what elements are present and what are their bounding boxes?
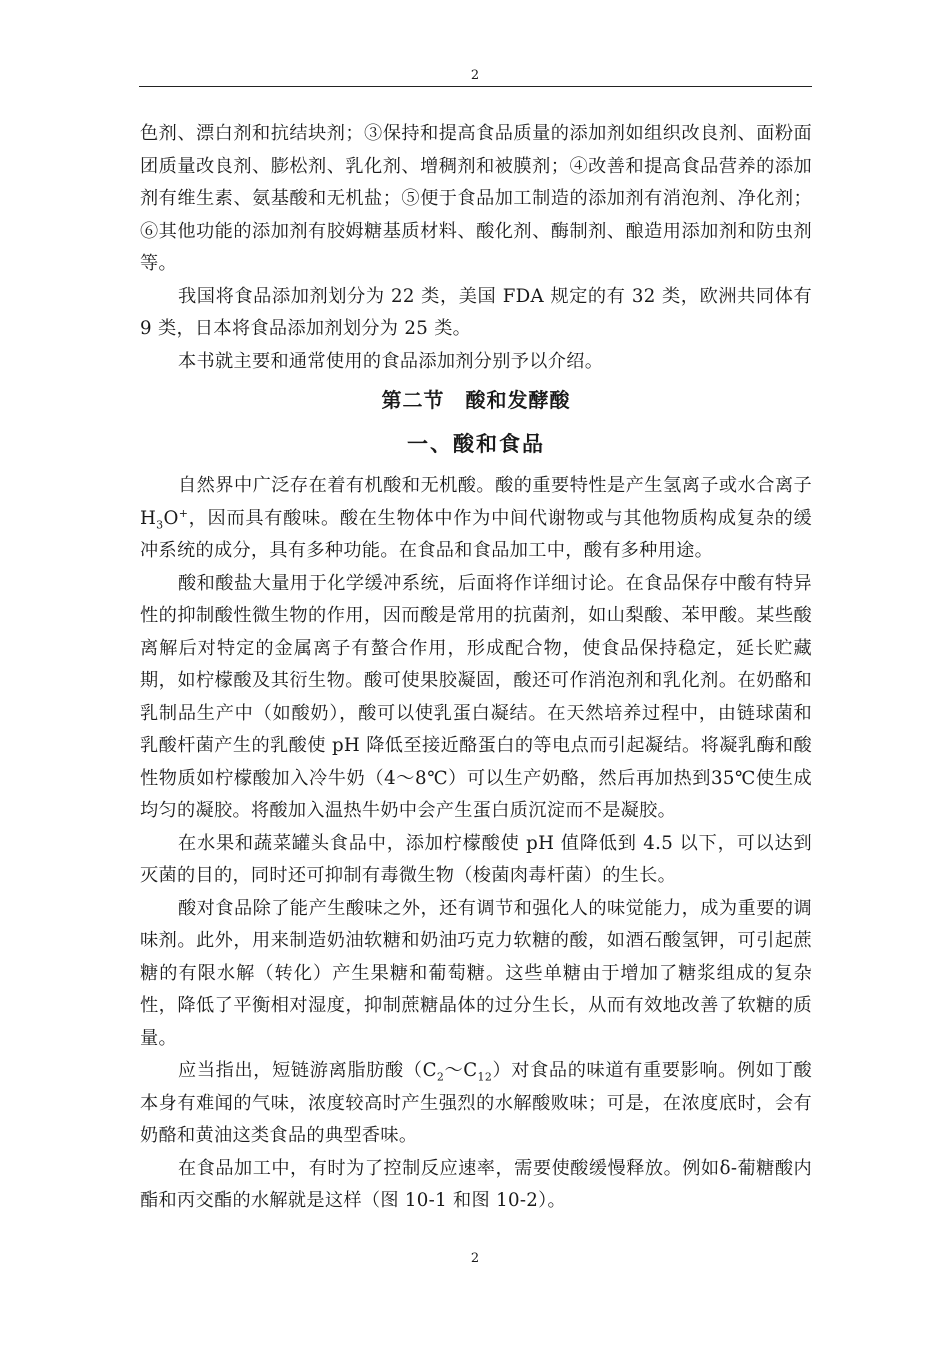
text-run: ～C (444, 1060, 478, 1081)
text-run: 应当指出，短链游离脂肪酸（C (178, 1060, 437, 1081)
text-run: ）对食品的味道有重要影响。例如丁酸本身有难闻的气味，浓度较高时产生强烈的水解酸败味；可是，在浓度底时，会有奶酪和黄油这类食品的典型香味。 (140, 1060, 812, 1146)
paragraph-fatty-acids (140, 1055, 812, 1153)
page-header-number: 2 (470, 68, 480, 83)
header-rule (139, 86, 812, 87)
paragraph-intro-2: 我国将食品添加剂划分为 22 类，美国 FDA 规定的有 32 类，欧洲共同体有 9 类，日本将食品添加剂划分为 25 类。 (140, 285, 812, 339)
page-footer-number: 2 (470, 1251, 480, 1266)
text-run: O (163, 507, 179, 529)
page-body (140, 118, 812, 1218)
paragraph-canned-food: 在水果和蔬菜罐头食品中，添加柠檬酸使 pH 值降低到 4.5 以下，可以达到灭菌的目的，同时还可抑制有毒微生物（梭菌肉毒杆菌）的生长。 (140, 832, 812, 886)
subscript: 12 (477, 1070, 493, 1084)
subscript: 3 (156, 518, 164, 532)
subsection-title: 一、酸和食品 (407, 431, 545, 456)
paragraph-slow-release: 在食品加工中，有时为了控制反应速率，需要使酸缓慢释放。例如δ-葡糖酸内酯和丙交酯的水解就是这样（图 10-1 和图 10-2）。 (140, 1157, 812, 1211)
paragraph-intro-1: 色剂、漂白剂和抗结块剂；③保持和提高食品质量的添加剂如组织改良剂、面粉面团质量改良剂、膨松剂、乳化剂、增稠剂和被膜剂；④改善和提高食品营养的添加剂有维生素、氨基酸和无机盐；⑤便于食品加工制造的添加剂有消泡剂、净化剂；⑥其他功能的添加剂有胶姆糖基质材料、酸化剂、酶制剂、酿造用添加剂和防虫剂等。 (140, 123, 812, 274)
paragraph-acids-nature (140, 470, 812, 568)
paragraph-taste: 酸对食品除了能产生酸味之外，还有调节和强化人的味觉能力，成为重要的调味剂。此外，用来制造奶油软糖和奶油巧克力软糖的酸，如酒石酸氢钾，可引起蔗糖的有限水解（转化）产生果糖和葡萄糖。这些单糖由于增加了糖浆组成的复杂性，降低了平衡相对湿度，抑制蔗糖晶体的过分生长，从而有效地改善了软糖的质量。 (140, 897, 812, 1049)
superscript: + (178, 506, 189, 520)
subscript: 2 (436, 1070, 445, 1084)
paragraph-acid-salts: 酸和酸盐大量用于化学缓冲系统，后面将作详细讨论。在食品保存中酸有特异性的抑制酸性微生物的作用，因而酸是常用的抗菌剂，如山梨酸、苯甲酸。某些酸离解后对特定的金属离子有螯合作用，形成配合物，使食品保持稳定，延长贮藏期，如柠檬酸及其衍生物。酸可使果胶凝固，酸还可作消泡剂和乳化剂。在奶酪和乳制品生产中（如酸奶），酸可以使乳蛋白凝结。在天然培养过程中，由链球菌和乳酸杆菌产生的乳酸使 pH 降低至接近酪蛋白的等电点而引起凝结。将凝乳酶和酸性物质如柠檬酸加入冷牛奶（4～8℃）可以生产奶酪，然后再加热到35℃使生成均匀的凝胶。将酸加入温热牛奶中会产生蛋白质沉淀而不是凝胶。 (140, 572, 812, 821)
text-run: 自然界中广泛存在着有机酸和无机酸。酸的重要特性是产生氢离子或水合离子H (140, 475, 812, 529)
text-run: ，因而具有酸味。酸在生物体中作为中间代谢物或与其他物质构成复杂的缓冲系统的成分，具有多种功能。在食品和食品加工中，酸有多种用途。 (140, 507, 812, 561)
paragraph-intro-3: 本书就主要和通常使用的食品添加剂分别予以介绍。 (178, 350, 604, 372)
section-title: 第二节 酸和发酵酸 (381, 388, 571, 412)
